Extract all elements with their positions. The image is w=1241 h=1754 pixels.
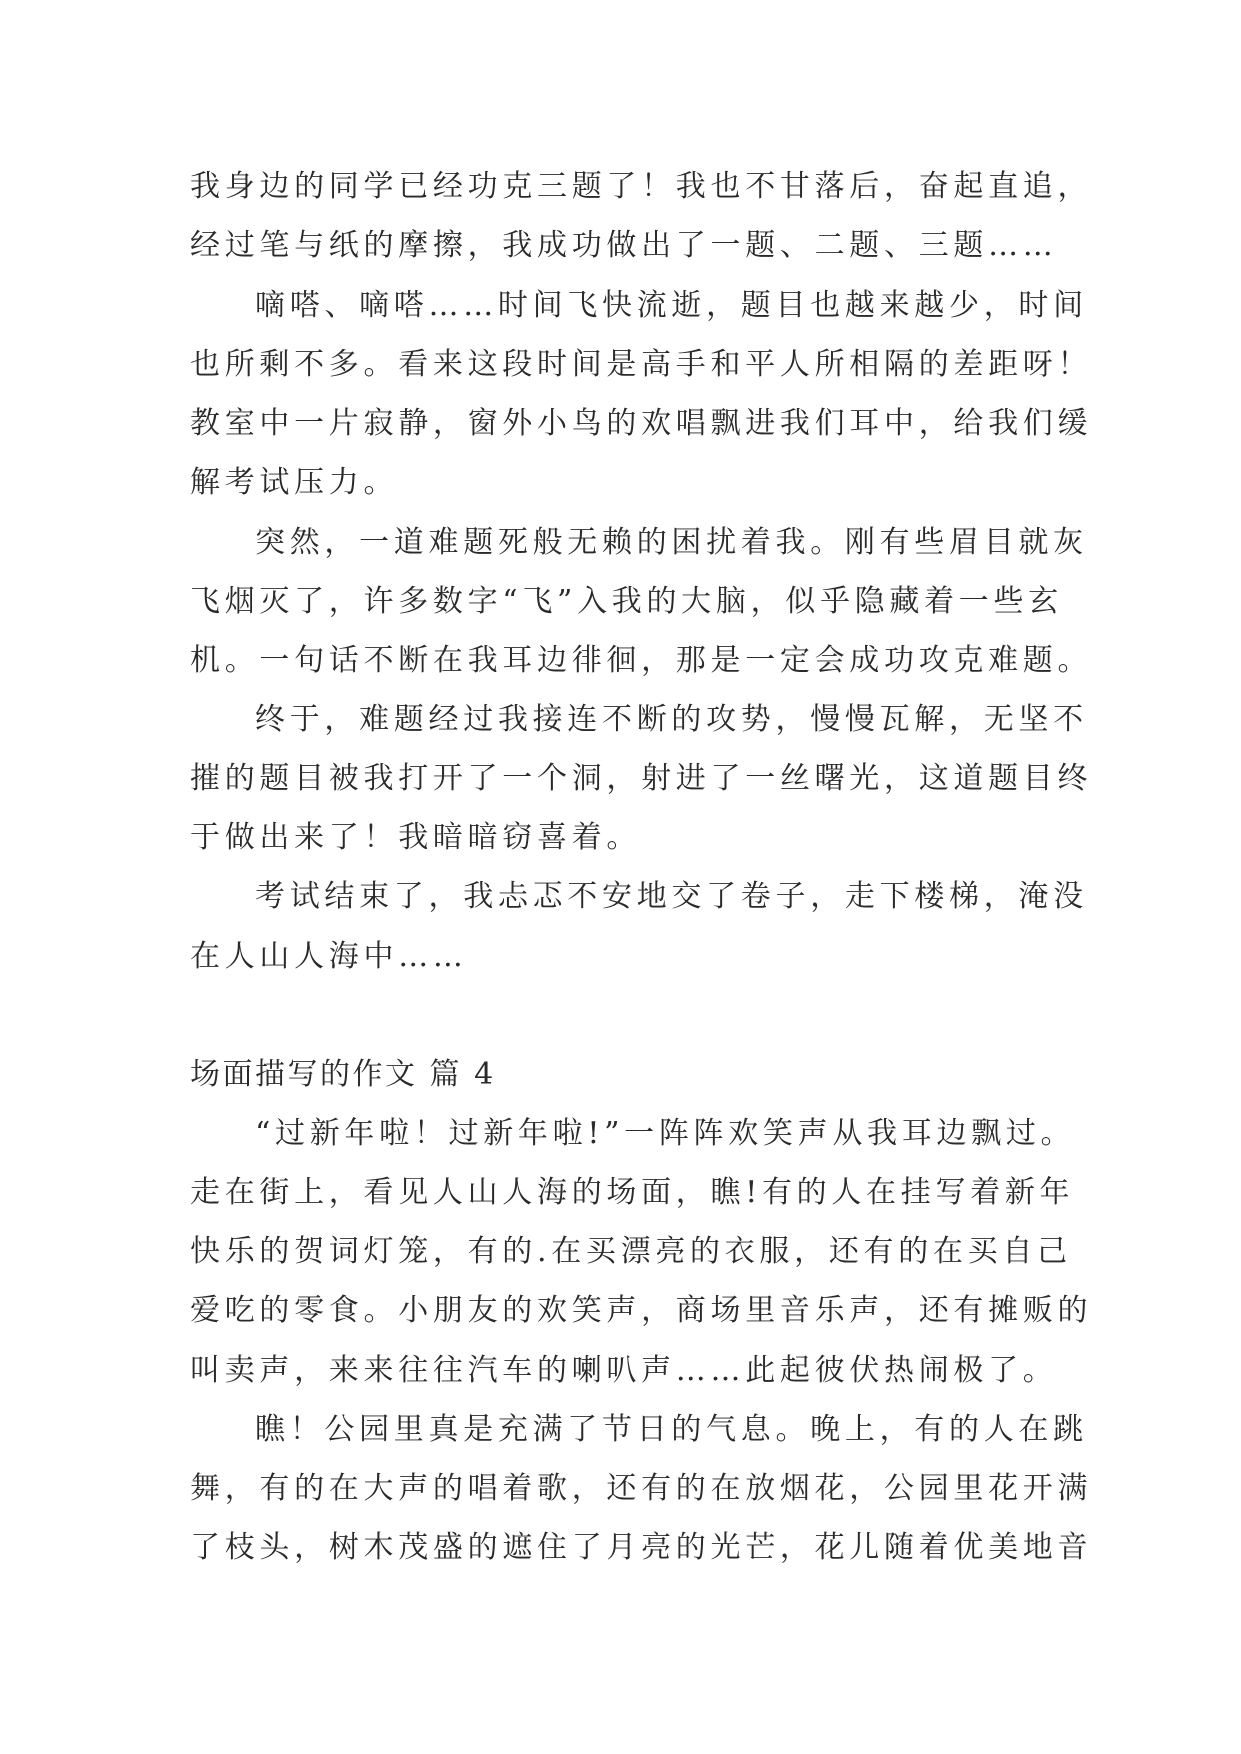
text-line: 机。一句话不断在我耳边徘徊，那是一定会成功攻克难题。 [190, 643, 1093, 678]
text-line: 摧的题目被我打开了一个洞，射进了一丝曙光，这道题目终 [190, 761, 1093, 796]
text-line: 飞烟灭了，许多数字“飞”入我的大脑，似乎隐藏着一些玄 [190, 584, 1063, 619]
paragraph-first-line: 终于，难题经过我接连不断的攻势，慢慢瓦解，无坚不 [255, 702, 1088, 737]
paragraph-first-line: 嘀嗒、嘀嗒……时间飞快流逝，题目也越来越少，时间 [255, 288, 1088, 323]
text-line: 舞，有的在大声的唱着歌，还有的在放烟花，公园里花开满 [190, 1471, 1093, 1506]
paragraph-first-line: 瞧！公园里真是充满了节日的气息。晚上，有的人在跳 [255, 1412, 1088, 1447]
text-line: 于做出来了！我暗暗窃喜着。 [190, 820, 642, 855]
text-line: 经过笔与纸的摩擦，我成功做出了一题、二题、三题…… [190, 228, 1058, 263]
text-line: 也所剩不多。看来这段时间是高手和平人所相隔的差距呀！ [190, 347, 1093, 382]
text-line: 快乐的贺词灯笼，有的.在买漂亮的衣服，还有的在买自己 [190, 1234, 1072, 1269]
text-line: 我身边的同学已经功克三题了！我也不甘落后，奋起直追， [190, 169, 1093, 204]
text-line: 在人山人海中…… [190, 939, 468, 974]
text-line: 爱吃的零食。小朋友的欢笑声，商场里音乐声，还有摊贩的 [190, 1293, 1093, 1328]
text-line: 走在街上，看见人山人海的场面，瞧!有的人在挂写着新年 [190, 1175, 1075, 1210]
paragraph-first-line: “过新年啦！过新年啦!”一阵阵欢笑声从我耳边飘过。 [255, 1116, 1076, 1151]
section-heading: 场面描写的作文 篇 4 [190, 1057, 496, 1092]
text-line: 解考试压力。 [190, 465, 399, 500]
text-line: 教室中一片寂静，窗外小鸟的欢唱飘进我们耳中，给我们缓 [190, 406, 1093, 441]
text-line: 叫卖声，来来往往汽车的喇叭声……此起彼伏热闹极了。 [190, 1353, 1058, 1388]
text-line: 了枝头，树木茂盛的遮住了月亮的光芒，花儿随着优美地音 [190, 1530, 1093, 1565]
paragraph-first-line: 考试结束了，我忐忑不安地交了卷子，走下楼梯，淹没 [255, 879, 1088, 914]
paragraph-first-line: 突然，一道难题死般无赖的困扰着我。刚有些眉目就灰 [255, 525, 1088, 560]
